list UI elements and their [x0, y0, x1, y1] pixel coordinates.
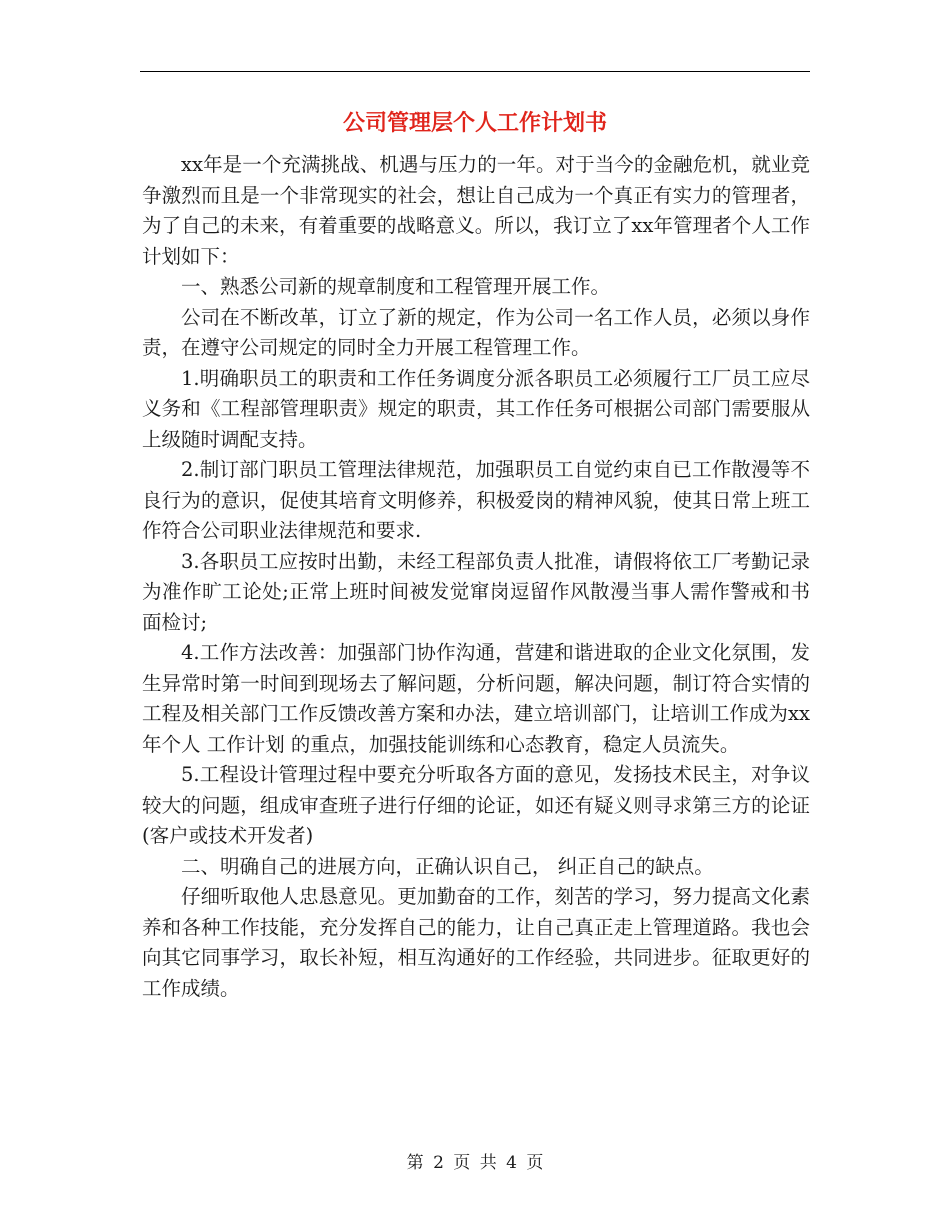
list-item: 1.明确职员工的职责和工作任务调度分派各职员工必须履行工厂员工应尽义务和《工程部管理职责》规定的职责，其工作任务可根据公司部门需要服从上级随时调配支持。	[142, 366, 810, 451]
section-heading: 二、明确自己的进展方向，正确认识自己， 纠正自己的缺点。	[181, 854, 714, 878]
document-body	[142, 150, 810, 1004]
section-heading: 一、熟悉公司新的规章制度和工程管理开展工作。	[181, 275, 611, 298]
document-title: 公司管理层个人工作计划书	[342, 111, 607, 136]
list-item: 4.工作方法改善：加强部门协作沟通，营建和谐进取的企业文化氛围，发生异常时第一时间到现场去了解问题，分析问题，解决问题，制订符合实情的工程及相关部门工作反馈改善方案和办法，建立培训部门，让培训工作成为xx年个人 工作计划 的重点，加强技能训练和心态教育，稳定人员流失。	[142, 641, 810, 756]
body-paragraph: xx年是一个充满挑战、机遇与压力的一年。对于当今的金融危机，就业竞争激烈而且是一个非常现实的社会，想让自己成为一个真正有实力的管理者，为了自己的未来，有着重要的战略意义。所以，我订立了xx年管理者个人工作计划如下：	[142, 153, 810, 268]
body-paragraph: 仔细听取他人忠恳意见。更加勤奋的工作，刻苦的学习，努力提高文化素养和各种工作技能，充分发挥自己的能力，让自己真正走上管理道路。我也会向其它同事学习，取长补短，相互沟通好的工作经验，共同进步。征取更好的工作成绩。	[142, 885, 810, 1000]
list-item: 5.工程设计管理过程中要充分听取各方面的意见，发扬技术民主，对争议较大的问题，组成审查班子进行仔细的论证，如还有疑义则寻求第三方的论证(客户或技术开发者)	[142, 763, 810, 847]
page-number-footer: 第 2 页 共 4 页	[406, 1153, 544, 1173]
list-item: 2.制订部门职员工管理法律规范，加强职员工自觉约束自已工作散漫等不良行为的意识，促使其培育文明修养，积极爱岗的精神风貌，使其日常上班工作符合公司职业法律规范和要求.	[142, 458, 810, 542]
body-paragraph: 公司在不断改革，订立了新的规定，作为公司一名工作人员，必须以身作责，在遵守公司规定的同时全力开展工程管理工作。	[142, 305, 810, 359]
header-rule	[140, 71, 810, 72]
list-item: 3.各职员工应按时出勤，未经工程部负责人批准，请假将依工厂考勤记录为准作旷工论处;正常上班时间被发觉窜岗逗留作风散漫当事人需作警戒和书面检讨;	[142, 549, 810, 634]
